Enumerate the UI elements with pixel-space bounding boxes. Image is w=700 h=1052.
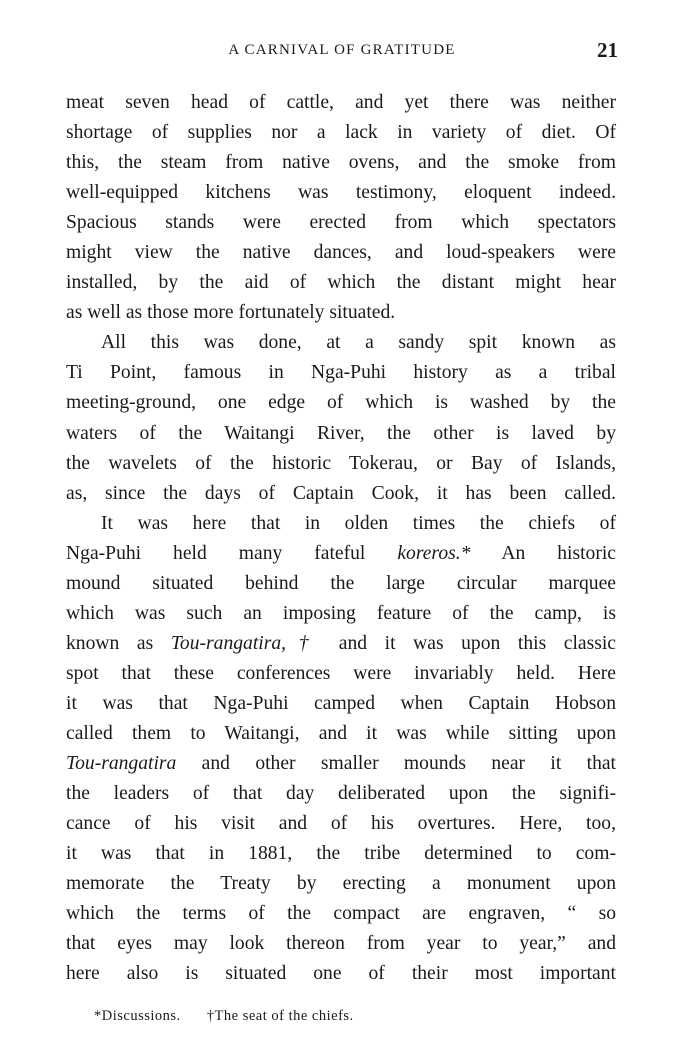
footnote-seat-of-chiefs: †The seat of the chiefs. [206, 1008, 354, 1024]
text-line: well-equipped kitchens was testimony, eloquent indeed. [66, 182, 616, 204]
text-line: Ti Point, famous in Nga-Puhi history as a tribal [66, 362, 616, 384]
text-line: as, since the days of Captain Cook, it has been called. [66, 482, 616, 504]
text-run: An historic [470, 542, 617, 564]
text-run: and it was upon this classic [321, 632, 616, 654]
text-line [66, 539, 616, 569]
text-line: that eyes may look thereon from year to year,” and [66, 933, 616, 955]
italic-term: koreros.* [397, 542, 471, 564]
text-line: All this was done, at a sandy spit known as [101, 332, 616, 354]
text-line: meeting-ground, one edge of which is washed by the [66, 392, 616, 414]
text-line: mound situated behind the large circular marquee [66, 572, 616, 594]
page-number: 21 [597, 38, 618, 62]
text-line: It was here that in olden times the chiefs of [101, 512, 616, 534]
text-line: meat seven head of cattle, and yet there was neither [66, 92, 616, 113]
footnote-discussions: *Discussions. [94, 1008, 181, 1024]
text-line: cance of his visit and of his overtures. Here, too, [66, 813, 616, 835]
text-line: it was that Nga-Puhi camped when Captain Hobson [66, 692, 616, 714]
text-line: memorate the Treaty by erecting a monument upon [66, 873, 616, 895]
text-line: which was such an imposing feature of the camp, is [66, 602, 616, 624]
text-line: as well as those more fortunately situated. [66, 302, 396, 324]
text-line: it was that in 1881, the tribe determined to com- [66, 843, 616, 865]
text-line: the wavelets of the historic Tokerau, or Bay of Islands, [66, 452, 616, 474]
text-line [66, 629, 616, 659]
text-line: might view the native dances, and loud-speakers were [66, 242, 616, 264]
text-line [66, 749, 616, 779]
text-line: here also is situated one of their most important [66, 963, 616, 985]
text-line: this, the steam from native ovens, and the smoke from [66, 152, 616, 174]
body-text [66, 88, 616, 989]
text-line: spot that these conferences were invariably held. Here [66, 662, 616, 684]
running-title: A CARNIVAL OF GRATITUDE [228, 42, 456, 58]
text-run: known as [66, 632, 171, 654]
text-line: the leaders of that day deliberated upon the signifi- [66, 783, 616, 805]
footnotes [94, 1008, 354, 1025]
text-run: Nga-Puhi held many fateful [66, 542, 398, 564]
text-line: which the terms of the compact are engraven, “ so [66, 903, 616, 925]
text-line: called them to Waitangi, and it was while sitting upon [66, 722, 616, 744]
text-line: Spacious stands were erected from which spectators [66, 212, 616, 234]
text-line: waters of the Waitangi River, the other is laved by [66, 422, 616, 444]
text-run: and other smaller mounds near it that [176, 753, 616, 775]
text-line: installed, by the aid of which the distant might hear [66, 272, 616, 294]
running-head [66, 40, 618, 64]
italic-term: Tou-rangatira,† [170, 632, 322, 654]
text-line: shortage of supplies nor a lack in variety of diet. Of [66, 122, 616, 144]
italic-term: Tou-rangatira [66, 753, 177, 775]
